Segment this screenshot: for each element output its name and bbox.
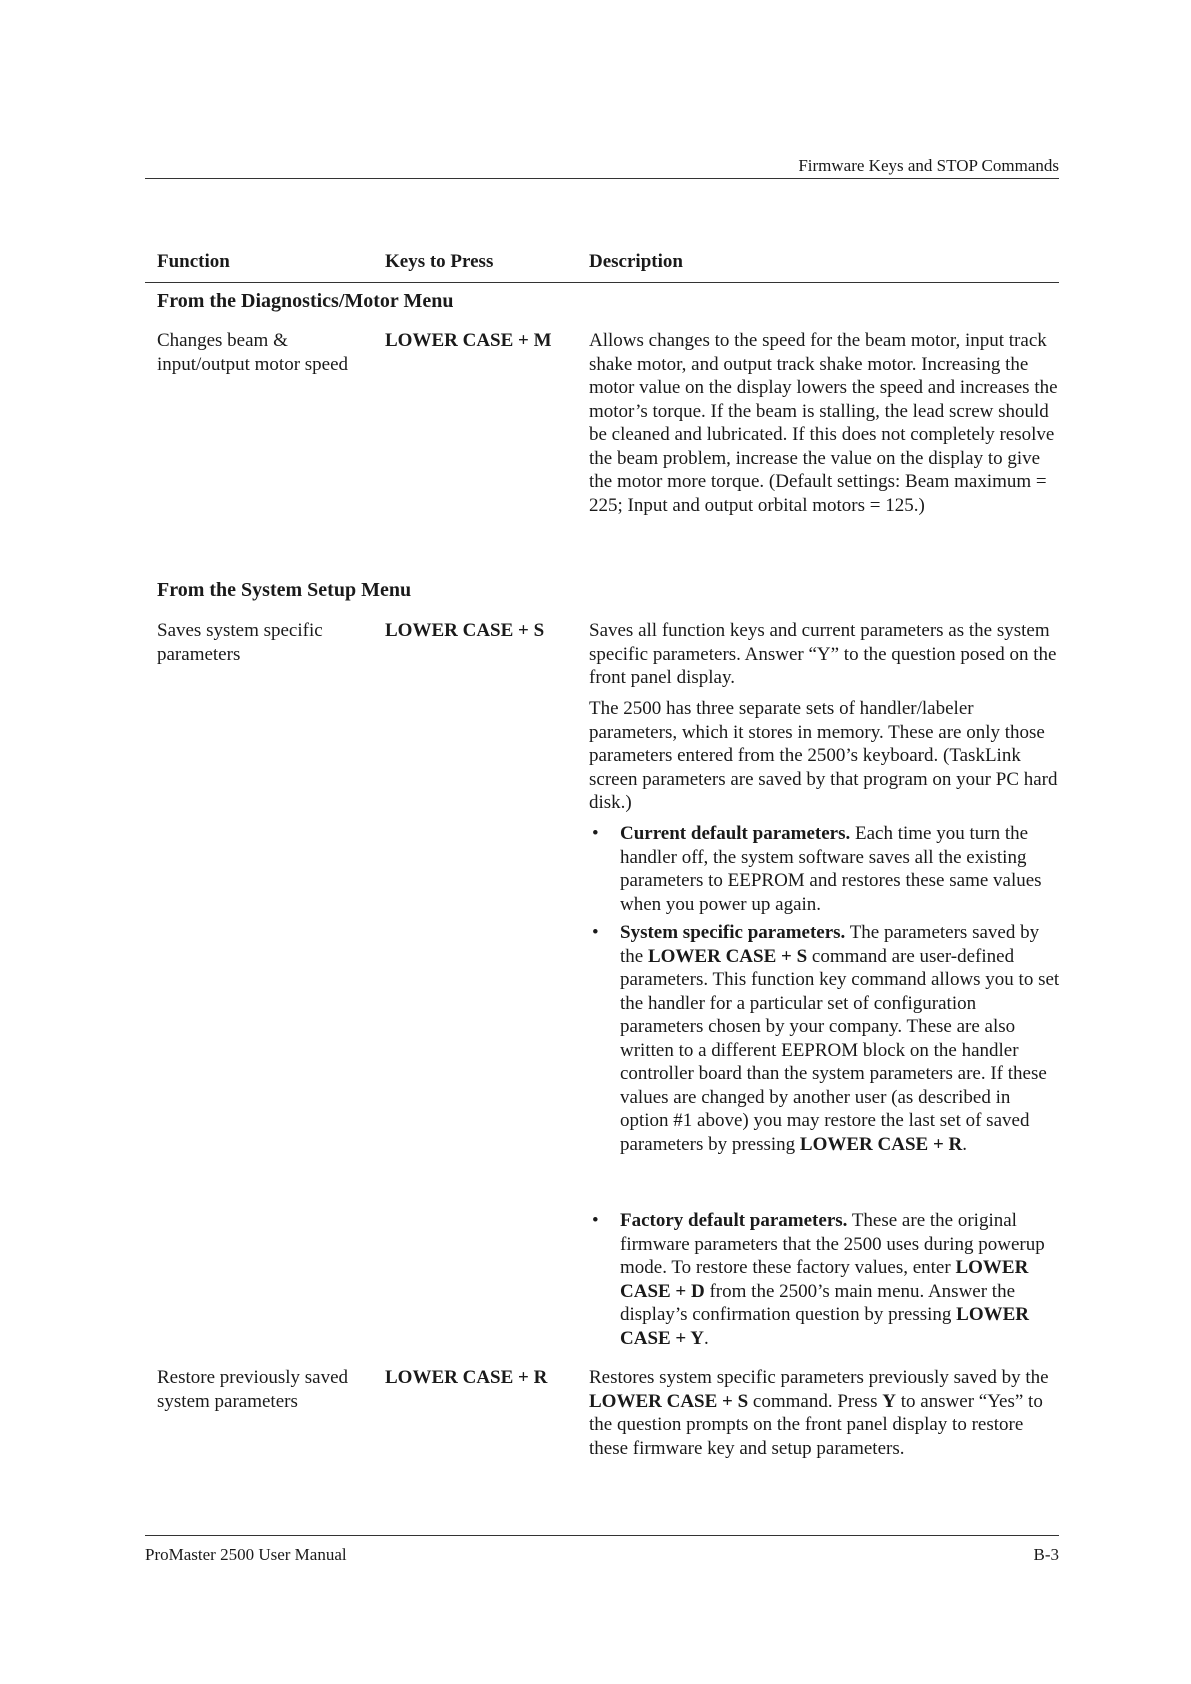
- running-header: Firmware Keys and STOP Commands: [798, 156, 1059, 175]
- section-heading: From the System Setup Menu: [157, 579, 412, 601]
- bullet-text: from the 2500’s main menu. Answer the display’s confirmation question by pressing: [620, 1280, 1016, 1325]
- bullet-term: Current default parameters.: [620, 823, 851, 844]
- bullet-text: command are user-defined parameters. This function key command allows you to set the handler for a particular set of configuration parameters chosen by your company. These are also written to a different EEPROM block on the handler controller board than the system parameters are. If these values are changed by another user (as described in option #1 above) you may restore the last set of saved parameters by pressing: [620, 945, 1060, 1155]
- keys-cell: LOWER CASE + S: [385, 620, 545, 641]
- key-combo: LOWER CASE + S: [647, 945, 808, 967]
- keys-cell: LOWER CASE + M: [385, 330, 552, 351]
- desc-text: command. Press: [748, 1390, 883, 1412]
- key-combo: LOWER CASE + R: [799, 1133, 963, 1155]
- bullet-text: The parameters saved by the: [620, 922, 1040, 967]
- bullet-text: Each time you turn the handler off, the system software saves all the existing parameters to EEPROM and restores these same values when you power up again.: [620, 823, 1042, 915]
- bullet-icon: •: [592, 1210, 599, 1231]
- description-cell: [589, 1366, 1061, 1460]
- col-header-function: Function: [157, 251, 230, 272]
- desc-text: Restores system specific parameters previously saved by the: [589, 1367, 1049, 1388]
- description-paragraph: The 2500 has three separate sets of handler/labeler parameters, which it stores in memory. These are only those parameters entered from the 2500’s keyboard. (TaskLink screen parameters are saved by that program on your PC hard disk.): [589, 698, 1058, 813]
- bullet-text: .: [704, 1327, 709, 1349]
- bullet-term: Factory default parameters.: [620, 1210, 848, 1231]
- col-header-description: Description: [589, 251, 683, 272]
- bullet-item: [589, 822, 1061, 916]
- footer-rule: [145, 1535, 1059, 1536]
- function-cell: Restore previously saved system parameters: [157, 1367, 349, 1412]
- bullet-item: [589, 921, 1061, 1156]
- col-header-keys: Keys to Press: [385, 251, 494, 272]
- table-header-rule: [145, 282, 1059, 283]
- key-combo: Y: [882, 1390, 896, 1412]
- key-combo: LOWER CASE + D: [620, 1257, 1029, 1302]
- desc-text: to answer “Yes” to the question prompts on the front panel display to restore these firmware key and setup parameters.: [589, 1390, 1043, 1459]
- bullet-text: .: [962, 1133, 967, 1155]
- function-cell: Saves system specific parameters: [157, 620, 323, 665]
- bullet-item: [589, 1209, 1061, 1350]
- page-number: B-3: [1033, 1545, 1059, 1564]
- bullet-icon: •: [592, 922, 599, 943]
- bullet-icon: •: [592, 823, 599, 844]
- footer-title: ProMaster 2500 User Manual: [145, 1545, 347, 1564]
- description-cell: Allows changes to the speed for the beam motor, input track shake motor, and output track shake motor. Increasing the motor value on the display lowers the speed and increases the motor’s torque. If the beam is stalling, the lead screw should be cleaned and lubricated. If this does not completely resolve the beam problem, increase the value on the display to give the motor more torque. (Default settings: Beam maximum = 225; Input and output orbital motors = 125.): [589, 330, 1058, 516]
- key-combo: LOWER CASE + Y: [620, 1304, 1030, 1349]
- description-cell: Saves all function keys and current parameters as the system specific parameters. Answer “Y” to the question posed on the front panel display.: [589, 620, 1057, 688]
- bullet-text: These are the original firmware parameters that the 2500 uses during powerup mode. To restore these factory values, enter: [620, 1210, 1045, 1278]
- header-rule: [145, 178, 1059, 179]
- keys-cell: LOWER CASE + R: [385, 1367, 548, 1388]
- key-combo: LOWER CASE + S: [589, 1390, 749, 1412]
- bullet-term: System specific parameters.: [620, 922, 846, 943]
- function-cell: Changes beam & input/output motor speed: [157, 330, 349, 375]
- section-heading: From the Diagnostics/Motor Menu: [157, 290, 454, 312]
